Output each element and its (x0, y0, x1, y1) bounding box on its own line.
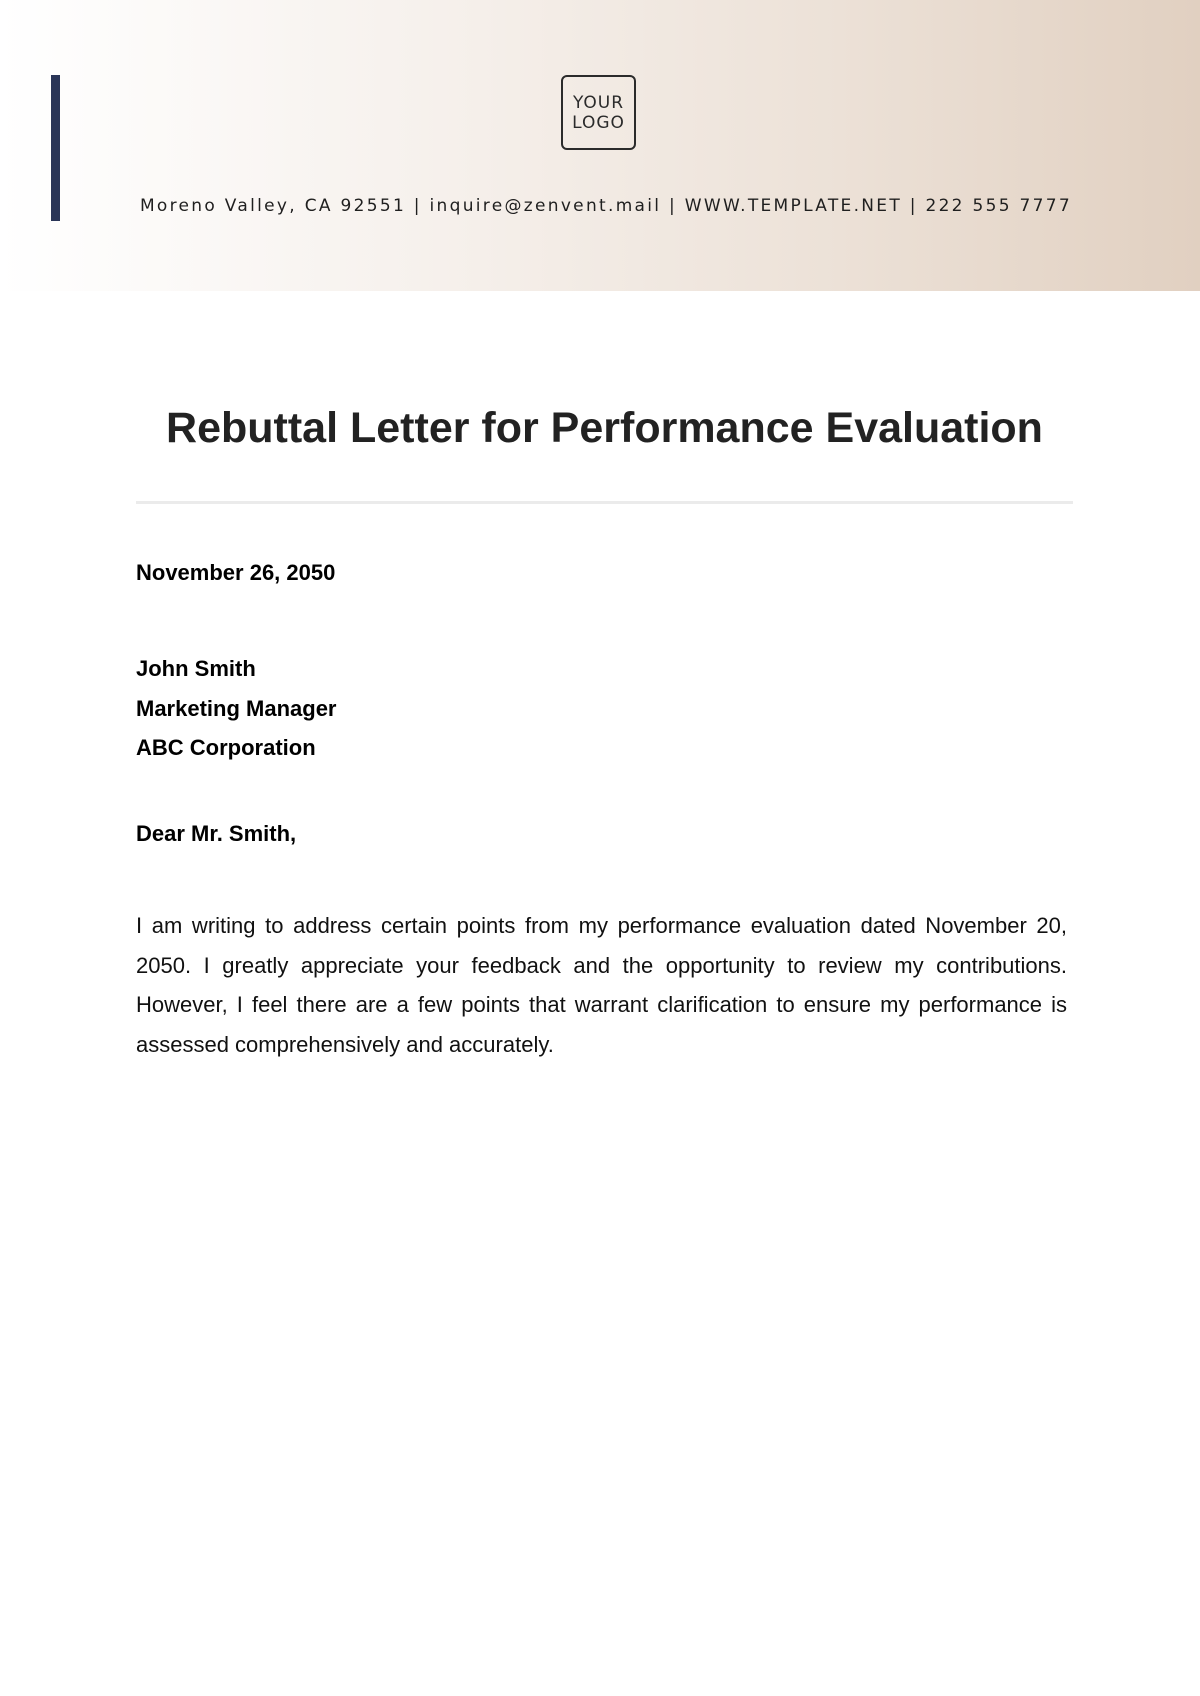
letter-date: November 26, 2050 (136, 560, 336, 585)
recipient-block (136, 649, 337, 768)
logo-text-line-2: LOGO (572, 112, 625, 133)
recipient-company: ABC Corporation (136, 735, 316, 760)
logo-placeholder (561, 75, 636, 150)
salutation: Dear Mr. Smith, (136, 821, 297, 846)
letter-title: Rebuttal Letter for Performance Evaluation (166, 404, 1043, 452)
contact-info: Moreno Valley, CA 92551 | inquire@zenvent.mail | WWW.TEMPLATE.NET | 222 555 7777 (139, 196, 1073, 216)
title-divider (136, 501, 1073, 504)
letterhead (0, 0, 1200, 291)
recipient-position: Marketing Manager (136, 695, 337, 721)
recipient-name: John Smith (136, 656, 256, 681)
body-paragraph: I am writing to address certain points from my performance evaluation dated November 20, 2050. I greatly appreciate your feedback and the opportunity to review my contributions. However, I feel there are a few points that warrant clarification to ensure my performance is assessed comprehensively and accurately. (136, 913, 1067, 1057)
logo-text-line-1: YOUR (572, 92, 625, 113)
